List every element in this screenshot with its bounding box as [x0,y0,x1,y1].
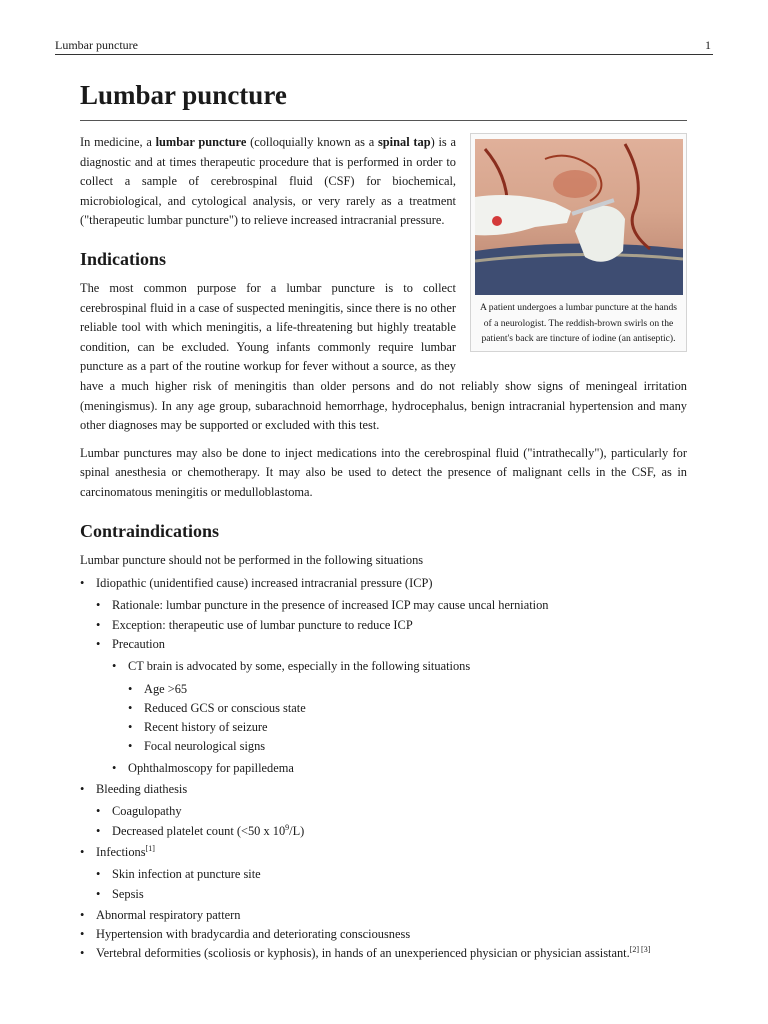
list-item [96,822,687,841]
list-item: • Hypertension with bradycardia and deteriorating consciousness [80,925,687,944]
figure-caption: A patient undergoes a lumbar puncture at the hands of a neurologist. The reddish-brown swirls on the patient's back are tincture of iodine (an antiseptic). [480,302,677,344]
list-item: • Skin infection at puncture site [96,865,687,884]
list-item [80,843,687,904]
indications-paragraph-1: The most common purpose for a lumbar puncture is to collect cerebrospinal fluid in a case of suspected meningitis, since there is no other reliable tool with which meningitis, a life-threatening but highly treatable condition, can be excluded. Young infants commonly require lumbar puncture as a part of the routine workup for fever without a source, as they have a much higher risk of meningitis than older persons and do not reliably show signs of meningeal irritation (meningismus). In any age group, subarachnoid hemorrhage, hydrocephalus, benign intracranial hypertension and many other diagnoses may be supported or excluded with this test. [80,280,687,433]
intro-text-2: (colloquially known as a [246,135,378,149]
item-ct: CT brain is advocated by some, especially in the following situations [128,659,471,674]
list-item [80,574,687,778]
list-item [80,780,687,841]
article-body [80,76,687,964]
list-item: • Ophthalmoscopy for papilledema [112,759,687,778]
list-item: • Abnormal respiratory pattern [80,906,687,925]
running-header [55,38,713,55]
platelet-text: Decreased platelet count (<50 x 10 [112,823,286,838]
reference-link[interactable]: [1] [145,843,155,853]
contraindications-lead: Lumbar puncture should not be performed in the following situations [80,552,424,567]
term-lumbar-puncture: lumbar puncture [155,135,247,149]
article-title: Lumbar puncture [80,76,687,121]
indications-heading: Indications [80,248,167,269]
list-item [80,944,687,963]
list-item: • Focal neurological signs [128,737,687,756]
contraindications-heading: Contraindications [80,520,220,541]
item-bleeding: Bleeding diathesis [96,782,188,797]
item-vertebral: Vertebral deformities (scoliosis or kyphosis), in hands of an unexperienced physician or physician assistant. [96,946,630,961]
indications-paragraph-2: Lumbar punctures may also be done to inject medications into the cerebrospinal fluid ("intrathecally"), particularly for spinal anesthesia or chemotherapy. It may also be used to detect the presence of malignant cells in the CSF, as in carcinomatous meningitis or medulloblastoma. [80,445,687,499]
item-precaution: Precaution [112,636,165,651]
running-header-title: Lumbar puncture [55,38,138,52]
reference-link[interactable]: [2] [3] [629,945,651,955]
contraindications-list [80,574,687,964]
intro-text-1: In medicine, a [80,135,156,149]
list-item: • Coagulopathy [96,802,687,821]
list-item: • Rationale: lumbar puncture in the presence of increased ICP may cause uncal herniation [96,596,687,615]
platelet-unit: /L) [289,823,305,838]
item-infections: Infections [96,844,146,859]
intro-text-3: ) is a diagnostic and at times therapeutic procedure that is performed in order to collect a sample of cerebrospinal fluid (CSF) for biochemical, microbiological, and cytological analysis, or very rarely as a treatment ("therapeutic lumbar puncture") to relieve increased intracranial pressure. [80,135,456,228]
list-item: • Reduced GCS or conscious state [128,699,687,718]
list-item: • Age >65 [128,680,687,699]
list-item [112,657,687,756]
item-icp: Idiopathic (unidentified cause) increased intracranial pressure (ICP) [96,576,433,591]
term-spinal-tap: spinal tap [377,135,431,149]
list-item [96,635,687,778]
page-number: 1 [705,38,711,52]
platelet-exponent: 9 [285,822,290,832]
figure [470,133,687,352]
lumbar-puncture-photo [475,139,683,295]
list-item: • Exception: therapeutic use of lumbar puncture to reduce ICP [96,616,687,635]
list-item: • Recent history of seizure [128,718,687,737]
list-item: • Sepsis [96,885,687,904]
